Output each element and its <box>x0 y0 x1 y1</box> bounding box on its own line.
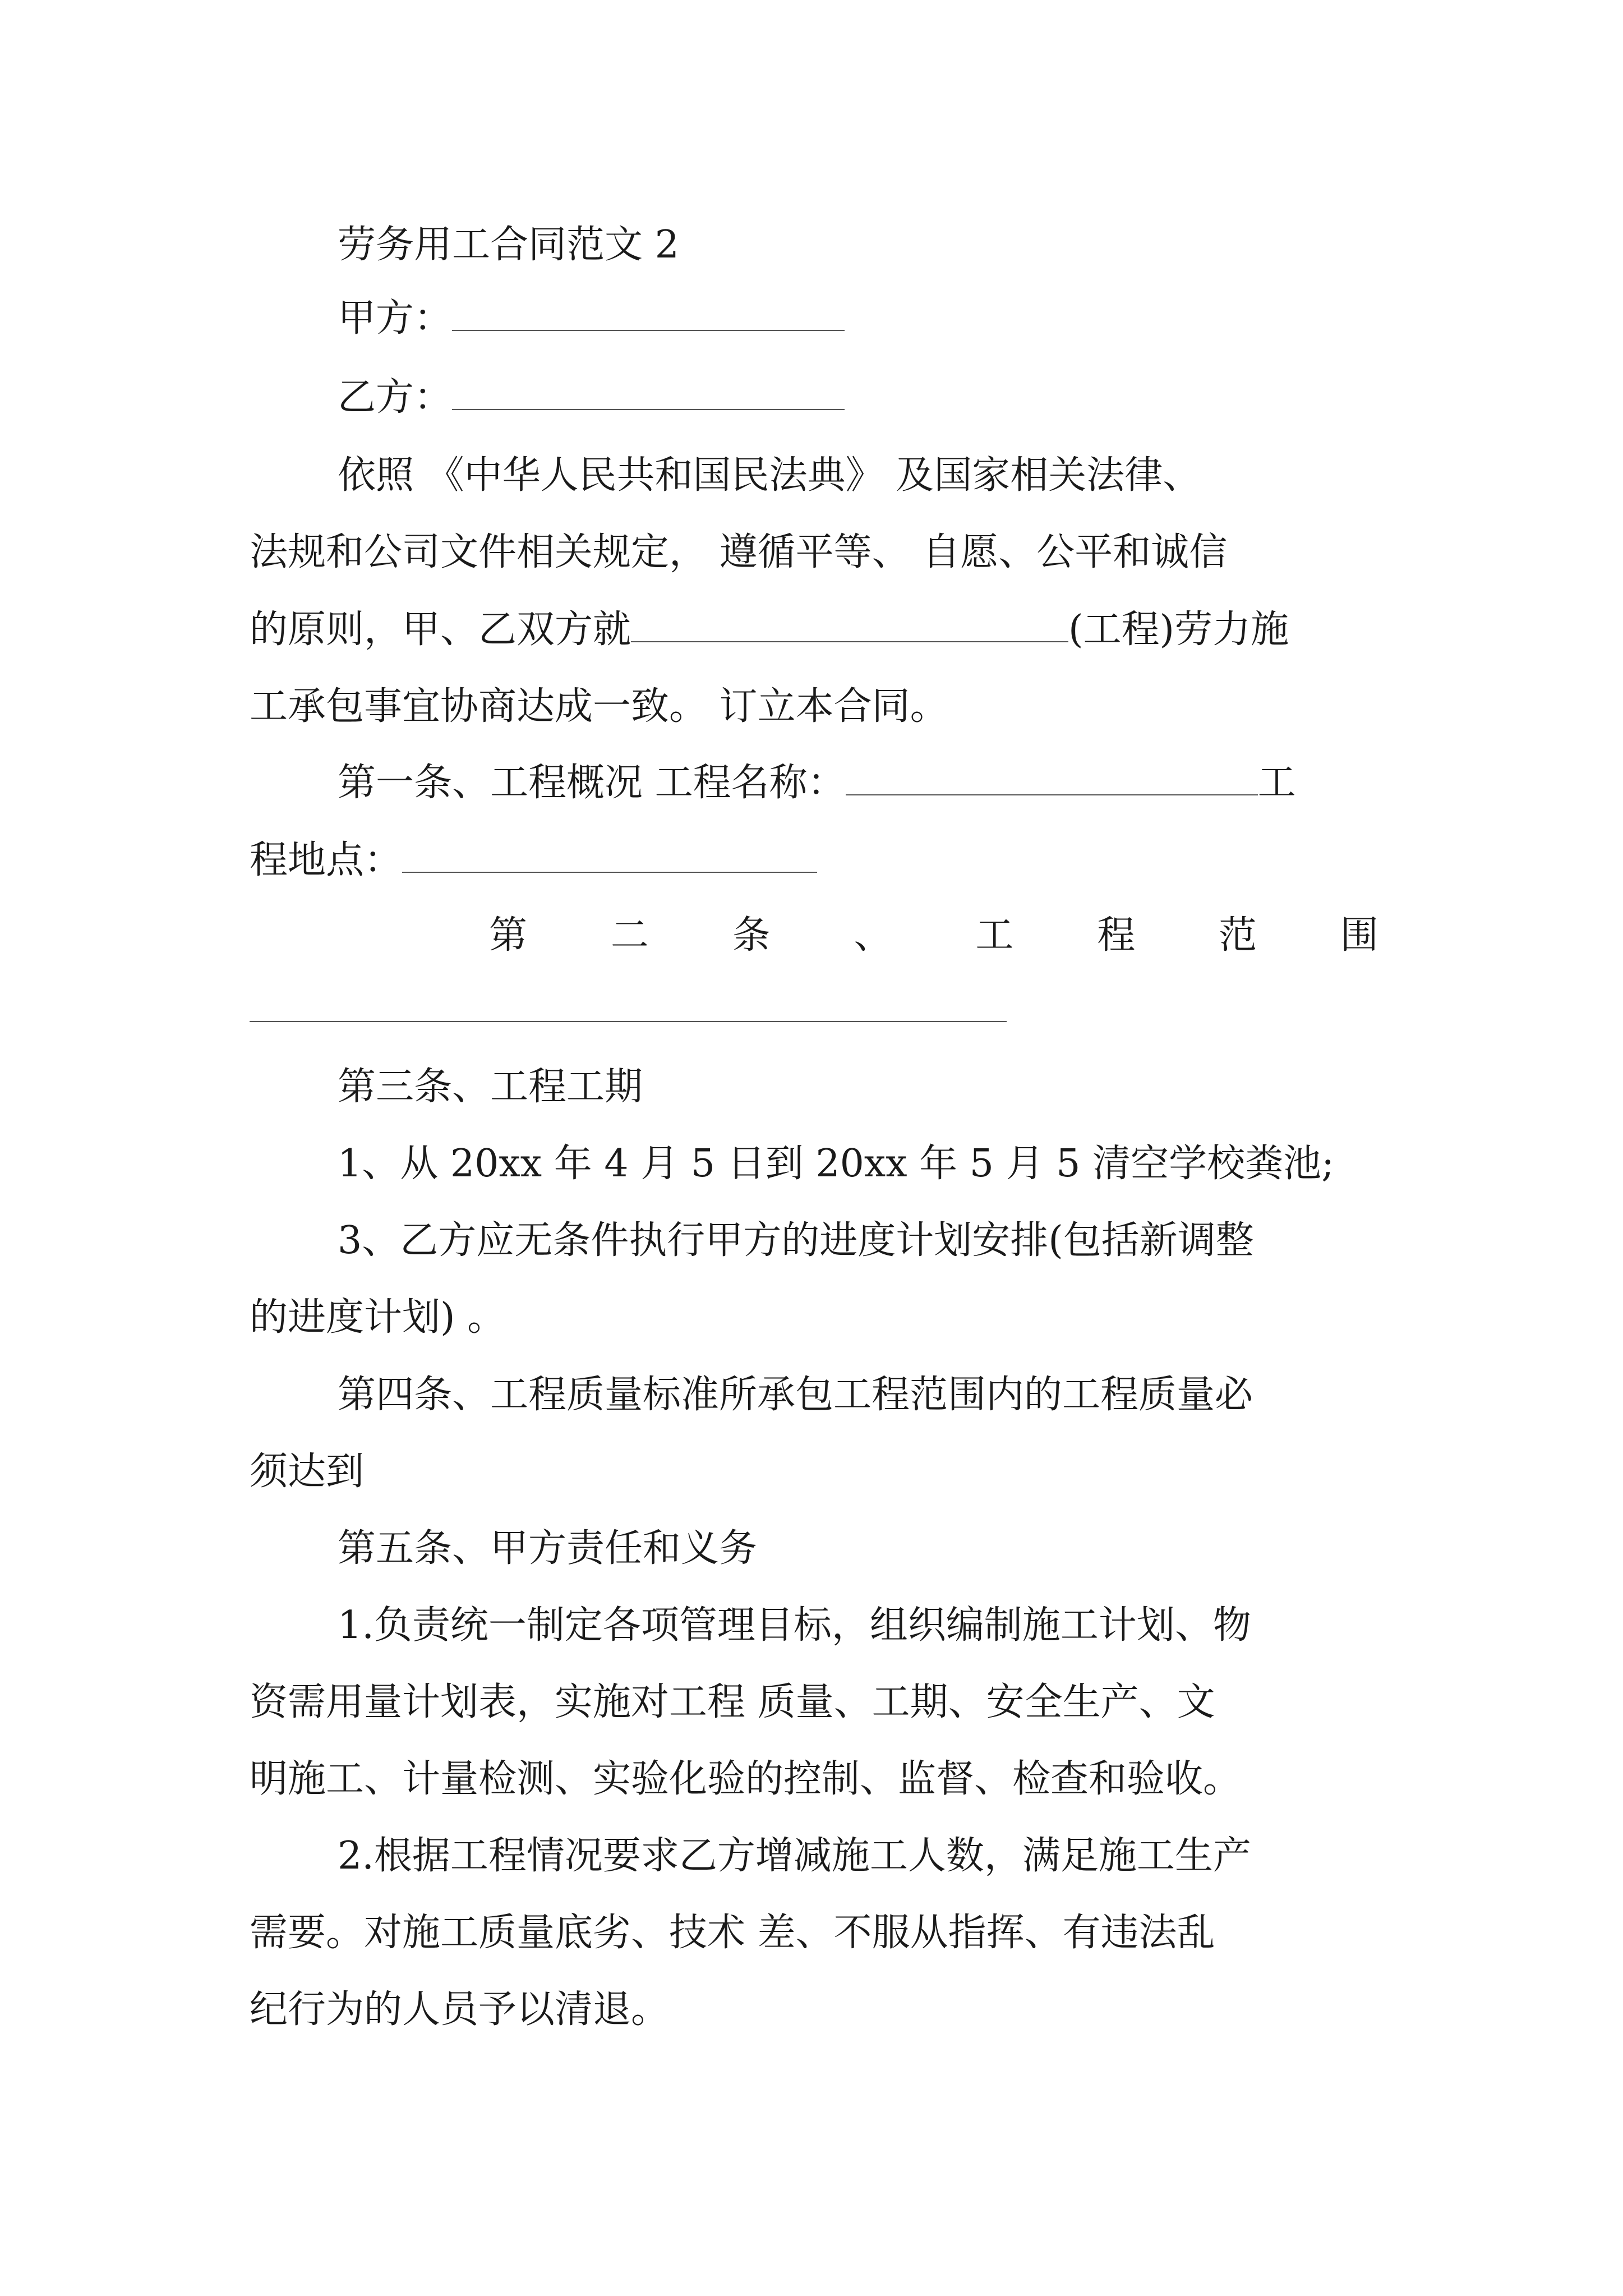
article-5-item <box>0 1674 1623 1731</box>
project-location-label: 程地点： <box>250 838 403 882</box>
article-2-char: 第 <box>489 913 528 958</box>
title-text: 劳务用工合同范文 2 <box>338 223 679 267</box>
scope-blank[interactable] <box>250 1021 1007 1022</box>
article-3-title-text: 第三条、工程工期 <box>338 1065 643 1109</box>
article-2-char: 条 <box>732 913 771 958</box>
article-4-text-2: 须达到 <box>250 1450 365 1494</box>
party-b-label: 乙方： <box>338 375 453 420</box>
article-5-item <box>0 1982 1623 2038</box>
article-5-item <box>0 1598 1623 1654</box>
intro-text-3a: 的原则，甲、乙双方就 <box>250 608 631 652</box>
document-title <box>0 217 1623 273</box>
article-2-char: 、 <box>854 913 892 958</box>
project-blank[interactable] <box>631 606 1068 642</box>
article-2-char: 工 <box>975 913 1014 958</box>
article-2-char: 二 <box>610 913 649 958</box>
article-3-item-1: 1、从 20xx 年 4 月 5 日到 20xx 年 5 月 5 清空学校粪池; <box>338 1142 1335 1186</box>
article-5-item-1b: 资需用量计划表，实施对工程 质量、工期、安全生产、文 <box>250 1680 1215 1724</box>
paragraph-line <box>0 679 1623 735</box>
article-5-title-text: 第五条、甲方责任和义务 <box>338 1526 758 1571</box>
article-5-title <box>0 1521 1623 1577</box>
article-5-item <box>0 1828 1623 1884</box>
article-4-line <box>0 1444 1623 1500</box>
article-1-text: 第一条、工程概况 工程名称： <box>338 761 846 805</box>
article-3-item-3a: 3、乙方应无条件执行甲方的进度计划安排(包括新调整 <box>338 1218 1254 1263</box>
project-location-blank[interactable] <box>402 837 817 873</box>
article-1-text-end: 工 <box>1257 761 1296 805</box>
paragraph-line <box>0 524 1623 581</box>
article-3-item <box>0 1213 1623 1269</box>
article-1-line <box>0 755 1623 811</box>
article-3-item <box>0 1136 1623 1192</box>
article-2-char: 围 <box>1340 913 1378 958</box>
party-b-blank[interactable] <box>452 374 845 410</box>
article-5-item <box>0 1905 1623 1961</box>
project-name-blank[interactable] <box>846 760 1258 795</box>
article-5-item-2b: 需要。对施工质量底劣、技术 差、不服从指挥、有违法乱 <box>250 1911 1215 1955</box>
paragraph-line <box>0 448 1623 504</box>
article-3-item-3b: 的进度计划) 。 <box>250 1295 506 1340</box>
article-3-item <box>0 1290 1623 1346</box>
party-b-line <box>0 370 1623 426</box>
intro-text-1: 依照 《中华人民共和国民法典》 及国家相关法律、 <box>338 453 1201 498</box>
article-5-item <box>0 1751 1623 1807</box>
party-a-blank[interactable] <box>452 295 845 331</box>
article-2-char: 程 <box>1097 913 1136 958</box>
article-5-item-2c: 纪行为的人员予以清退。 <box>250 1987 670 2032</box>
party-a-label: 甲方： <box>338 296 453 341</box>
article-4-line <box>0 1367 1623 1423</box>
party-a-line <box>0 291 1623 347</box>
intro-text-3b: (工程)劳力施 <box>1068 608 1289 652</box>
paragraph-line <box>0 602 1623 658</box>
intro-text-2: 法规和公司文件相关规定， 遵循平等、 自愿、公平和诚信 <box>250 530 1228 574</box>
article-1-line <box>0 832 1623 889</box>
article-2-heading <box>489 908 1378 964</box>
article-5-item-1c: 明施工、计量检测、实验化验的控制、监督、检查和验收。 <box>250 1757 1242 1801</box>
article-3-title <box>0 1059 1623 1115</box>
article-4-text-1: 第四条、工程质量标准所承包工程范围内的工程质量必 <box>338 1373 1253 1417</box>
article-5-item-2a: 2.根据工程情况要求乙方增减施工人数，满足施工生产 <box>338 1834 1251 1878</box>
article-2-char: 范 <box>1219 913 1257 958</box>
intro-text-4: 工承包事宜协商达成一致。 订立本合同。 <box>250 684 948 729</box>
article-5-item-1a: 1.负责统一制定各项管理目标，组织编制施工计划、物 <box>338 1603 1251 1648</box>
